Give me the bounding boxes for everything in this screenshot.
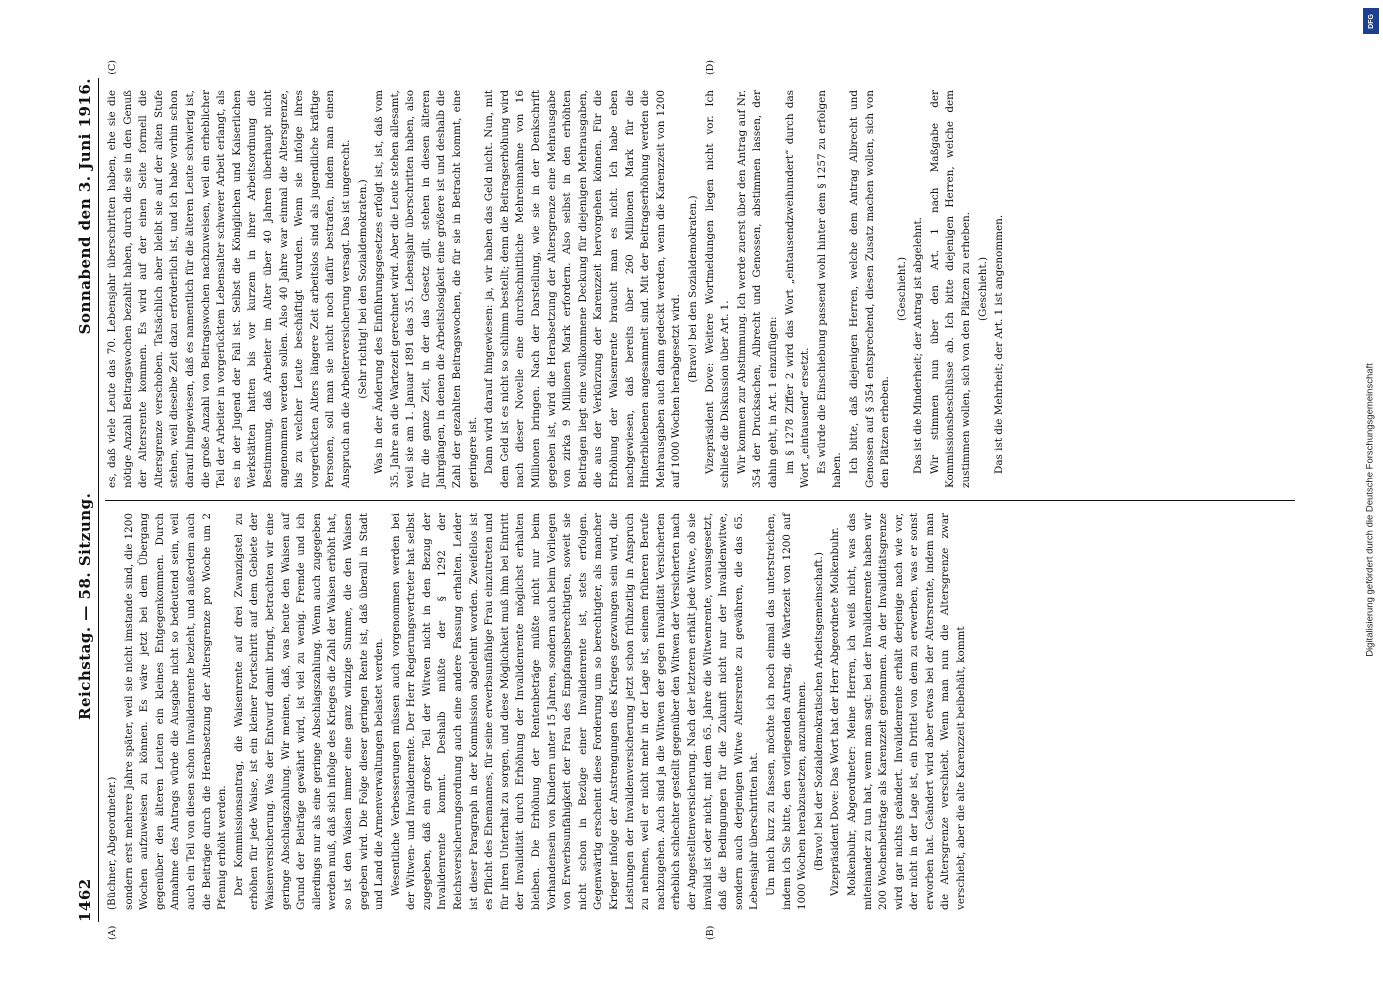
session-date: Sonnabend den 3. Juni 1916. [75,78,94,335]
applause-note: (Sehr richtig! bei den Sozialdemokraten.) [356,179,368,399]
funding-note-text: Digitalisierung gefördert durch die Deutsche Forschungsgemeinschaft [1364,363,1376,657]
paragraph: Wir kommen zur Abstimmung. Ich werde zuerst über den Antrag auf Nr. 354 der Drucksachen, Albrecht und Genossen, abstimmen lassen, der dahin geht, in Art. 1 einzufügen: [735,90,779,488]
paragraph: Es würde die Einschiebung passend wohl hinter dem § 1257 zu erfolgen haben. [815,90,843,488]
margin-mark-a: (A) [106,925,118,940]
rotated-page [62,50,1322,950]
funding-note [1361,40,1379,980]
paragraph: Das ist die Minderheit; der Antrag ist abgelehnt. [911,217,924,474]
applause-note: (Bravo! bei den Sozialdemokraten.) [686,195,699,383]
paragraph: Ich bitte, daß diejenigen Herren, welche dem Antrag Albrecht und Genossen auf § 354 entsprechend, diesen Zusatz machen wollen, sich von den Plätzen erheben. [847,90,891,488]
paragraph: sondern erst mehrere Jahre später, weil sie nicht imstande sind, die 1200 Wochen aufzuweisen zu können. Es wäre jetzt bei dem Übergang gegenüber den älteren Leuten ein kleines Entgegenkommen. Durch Annahme des Antrags würde die Ausgabe nicht so bedeutend sein, weil auch ein Teil von diesen schon Invalidenrente bezieht, und außerdem auch die Beiträge durch die Herabsetzung der Altersgrenze pro Woche um 2 Pfennig erhöht werden. [122,513,228,910]
page-number: 1462 [75,878,94,922]
paragraph: Das ist die Mehrheit; der Art. 1 ist angenommen. [992,214,1005,474]
margin-mark-b: (B) [704,925,716,940]
logo-text: DFG [1367,13,1375,29]
paragraph: Wesentliche Verbesserungen müssen auch vorgenommen werden bei der Witwen- und Invalidenrente. Der Herr Regierungsvertreter hat selbst zugegeben, daß ein großer Teil der Witwen nicht in den Bezug der Invalidenrente kommt. Deshalb müßte der § 1292 der Reichsversicherungsordnung auch eine andere Fassung erhalten. Leider ist dieser Paragraph in der Kommission abgelehnt worden. Zweifellos ist es Pflicht des Ehemannes, für seine erwerbsunfähige Frau einzutreten und für ihren Unterhalt zu sorgen, und diese Möglichkeit muß ihm bei Eintritt der Invalidität durch Erhöhung der Invalidenrente möglichst erhalten bleiben. Die Erhöhung der Rentenbeträge müßte nicht nur beim Vorhandensein von Kindern unter 15 Jahren, sondern auch beim Vorliegen von Erwerbsunfähigkeit der Frau des Empfangsberechtigten, soweit sie nicht schon in Bezüge einer Invalidenrente ist, stets erfolgen. Gegenwärtig erscheint diese Forderung um so berechtigter, als mancher Krieger infolge der Anstrengungen des Krieges gezwungen sein wird, die Leistungen der Invalidenversicherung jetzt schon frühzeitig in Anspruch zu nehmen, weil er nicht mehr in der Lage ist, seinem früheren Berufe nachzugehen. Auch sind ja die Witwen der gegen Invalidität Versicherten erheblich schlechter gestellt gegenüber den Witwen der Versicherten nach der Angestelltenversicherung. Nach der letzteren erhält jede Witwe, ob sie invalid ist oder nicht, mit dem 65. Jahre die Witwenrente, vorausgesetzt, daß die Bedingungen für die Zukunft nicht nur der Invalidenwitwe, sondern auch derjenigen Witwe Altersrente zu gewähren, die das 65. Lebensjahr überschritten hat. [389,513,760,910]
procedure-note: (Geschieht.) [976,256,989,322]
speaker-reference: (Büchner, Abgeordneter.) [105,776,118,910]
paragraph: Dann wird darauf hingewiesen: ja, wir haben das Geld nicht. Nun, mit dem Geld ist es nicht so schlimm bestellt; denn die Beitragserhöhung wird nach dieser Novelle eine durchschnittliche Mehreinnahme von 16 Millionen bringen. Nach der Darstellung, wie sie in der Denkschrift gegeben ist, wird die Herabsetzung der Altersgrenze eine Mehrausgabe von zirka 9 Millionen Mark erfordern. Also selbst in den erhöhten Beiträgen liegt eine vollkommene Deckung für diejenigen Mehrausgaben, die aus der Verkürzung der Karenzzeit hervorgehen können. Für die Erhöhung der Waisenrente braucht man es nicht. Ich habe eben nachgewiesen, daß bereits über 260 Millionen Mark für die Hinterbliebenen angesammelt sind. Mit der Beitragserhöhung werden die Mehrausgaben auch dann gedeckt werden, wenn die Karenzzeit von 1200 auf 1000 Wochen herabgesetzt wird. [482,90,682,488]
applause-note: (Bravo! bei der Sozialdemokratischen Arbeitsgemeinschaft.) [812,552,825,871]
paragraph: Vizepräsident Dove: Das Wort hat der Herr Abgeordnete Molkenbuhr. [828,527,841,896]
margin-mark-c: (C) [106,60,118,75]
paragraph: Der Kommissionsantrag, die Waisenrente auf drei Zwanzigstel zu erhöhen für jede Waise, ist ein kleiner Fortschritt auf dem Gebiete der Waisenversicherung. Was der Entwurf damit bringt, betrachten wir eine geringe Abschlagszahlung. Wir meinen, daß, was heute den Waisen auf Grund der Beiträge gewährt wird, ist viel zu wenig. Fremde und ich allerdings nur als eine geringe Abschlagszahlung. Wenn auch zugegeben werden muß, daß sich infolge des Krieges die Zahl der Waisen erhöht hat, so ist den Waisen immer eine ganz winzige Summe, die den Waisen gegeben wird. Die Folge dieser geringen Rente ist, daß überall in Stadt und Land die Armenverwaltungen belastet werden. [232,513,385,910]
quoted-amendment: im § 1278 Ziffer 2 wird das Wort „eintausendzweihundert“ durch das Wort „eintausend“ ersetzt. [783,90,811,488]
paragraph: Molkenbuhr, Abgeordneter: Meine Herren, ich weiß nicht, was das miteinander zu tun hat, wenn man sagt: bei der Invalidenrente haben wir 200 Wochenbeiträge als Karenzzeit genommen. An der Invaliditätsgrenze wird gar nichts geändert. Invalidenrente erhält derjenige nach wie vor, der nicht in der Lage ist, ein Drittel von dem zu erwerben, was er sonst erworben hat. Geändert wird aber etwas bei der Altersrente, indem man die Altersgrenze verschiebt. Wenn man nun die Altersgrenze zwar verschiebt, aber die alte Karenzzeit beibehält, kommt [845,513,967,910]
paragraph: Was in der Änderung des Einführungsgesetzes erfolgt ist, ist, daß vom 35. Jahre an die Wartezeit gerechnet wird. Aber die Leute stehen allesamt, weil sie am 1. Januar 1891 das 35. Lebensjahr überschritten haben, also für die ganze Zeit, in der das Gesetz gilt, stehen in diesen älteren Jahrgängen, in denen die Arbeitslosigkeit eine größere ist und deshalb die Zahl der gezahlten Beitragswochen, die für sie in Betracht kommt, eine geringere ist. [372,90,479,488]
procedure-note: (Geschieht.) [895,256,908,322]
paragraph: es, daß viele Leute das 70. Lebensjahr überschritten haben, ehe sie die nötige Anzahl Beitragswochen bezahlt haben, durch die sie in den Genuß der Altersrente kommen. Es wird auf der einen Seite formell die Altersgrenze verschoben. Tatsächlich aber bleibt sie auf der alten Stufe stehen, weil dieselbe Zeit dazu erforderlich ist, und ich habe vorhin schon darauf hingewiesen, daß es namentlich für die älteren Leute schwierig ist, die große Anzahl von Beitragswochen nachzuweisen, weil ein erheblicher Teil der Arbeiter in vorgerücktem Lebensalter schwerer Arbeit erlangt, als es in der Jugend der Fall ist. Selbst die Königlichen und Kaiserlichen Werkstätten hatten bis vor kurzem in ihrer Arbeitsordnung die Bestimmung, daß Arbeiter im Alter über 40 Jahren überhaupt nicht angenommen werden sollen. Also 40 Jahre war einmal die Altersgrenze, bis zu welcher Leute beschäftigt wurden. Wenn sie infolge ihres vorgerückten Alters längere Zeit arbeitslos sind als jugendliche kräftige Personen, soll man sie nicht noch dafür bestrafen, indem man einen Anspruch an die Arbeiterversicherung versagt. Das ist ungerecht. [105,90,352,488]
page-header [76,78,99,922]
dfg-logo [1363,8,1379,34]
margin-mark-d: (D) [704,60,716,76]
text-columns [105,60,1295,940]
session-title: Reichstag. — 58. Sitzung. [75,492,94,720]
paragraph: Wir stimmen nun über den Art. 1 nach Maßgabe der Kommissionsbeschlüsse ab. Ich bitte diejenigen Herren, welche dem zustimmen wollen, sich von den Plätzen zu erheben. [928,90,972,488]
document-page [62,50,1322,950]
paragraph: Vizepräsident Dove: Weitere Wortmeldungen liegen nicht vor. Ich schließe die Diskussion über Art. 1. [703,90,731,488]
paragraph: Um mich kurz zu fassen, möchte ich noch einmal das unterstreichen, indem ich Sie bitte, den vorliegenden Antrag, die Wartezeit von 1200 auf 1000 Wochen herabzusetzen, anzunehmen. [764,513,808,910]
right-column [105,78,1295,500]
left-column [105,500,1295,922]
